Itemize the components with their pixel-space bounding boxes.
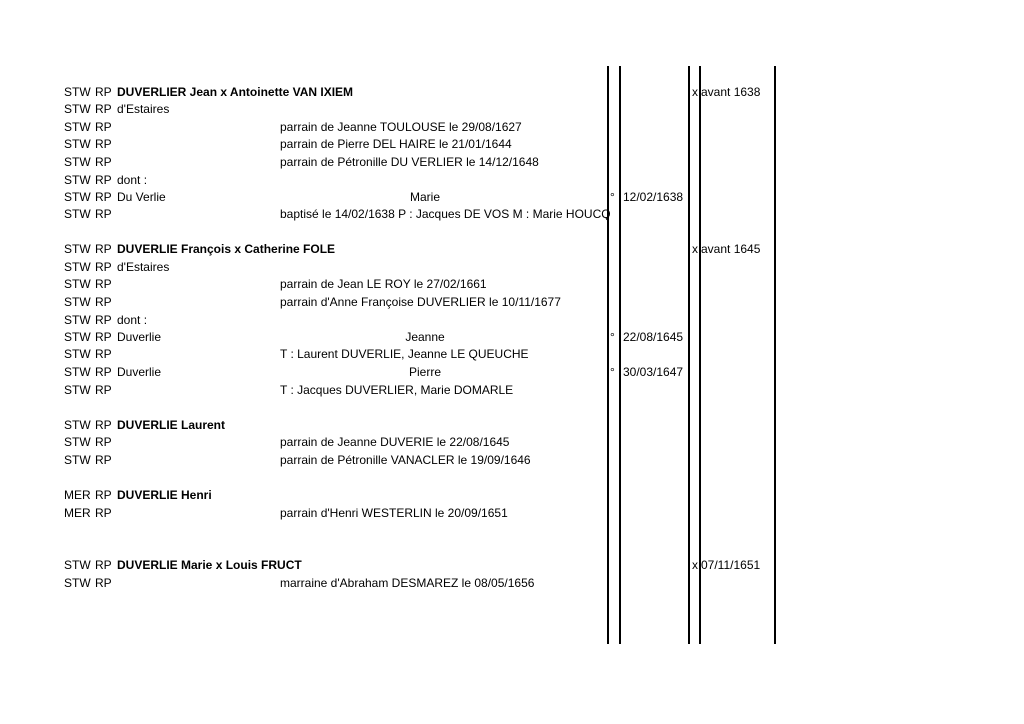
marriage-symbol: x	[692, 242, 698, 256]
record-row	[0, 364, 1024, 381]
register-code: RP	[95, 120, 112, 134]
record-name: DUVERLIE Marie x Louis FRUCT	[117, 558, 302, 572]
register-code: RP	[95, 453, 112, 467]
record-row	[0, 84, 1024, 101]
record-row	[0, 487, 1024, 504]
register-code: RP	[95, 260, 112, 274]
record-name: d'Estaires	[117, 102, 170, 116]
record-row	[0, 172, 1024, 189]
register-code: RP	[95, 488, 112, 502]
register-code: RP	[95, 418, 112, 432]
record-detail: parrain d'Henri WESTERLIN le 20/09/1651	[280, 506, 508, 520]
place-code: STW	[64, 155, 91, 169]
marriage-date: 07/11/1651	[701, 558, 761, 572]
birth-symbol: °	[610, 330, 615, 344]
place-code: STW	[64, 242, 91, 256]
register-code: RP	[95, 277, 112, 291]
record-name: dont :	[117, 173, 148, 187]
record-row	[0, 241, 1024, 258]
register-code: RP	[95, 207, 112, 221]
place-code: STW	[64, 313, 91, 327]
record-row	[0, 136, 1024, 153]
record-row	[0, 452, 1024, 469]
place-code: STW	[64, 190, 91, 204]
record-row	[0, 189, 1024, 206]
register-code: RP	[95, 330, 112, 344]
record-detail: parrain d'Anne Françoise DUVERLIER le 10/11/1677	[280, 295, 561, 309]
register-code: RP	[95, 137, 112, 151]
record-row	[0, 259, 1024, 276]
place-code: STW	[64, 558, 91, 572]
register-code: RP	[95, 347, 112, 361]
record-name: DUVERLIE François x Catherine FOLE	[117, 242, 336, 256]
given-name: Marie	[409, 190, 440, 204]
record-detail: parrain de Pétronille DU VERLIER le 14/12/1648	[280, 155, 539, 169]
place-code: MER	[64, 488, 91, 502]
register-code: RP	[95, 558, 112, 572]
record-name: d'Estaires	[117, 260, 170, 274]
place-code: STW	[64, 435, 91, 449]
record-name: DUVERLIE Laurent	[117, 418, 226, 432]
birth-date: 12/02/1638	[623, 190, 684, 204]
place-code: STW	[64, 347, 91, 361]
record-detail: parrain de Pétronille VANACLER le 19/09/1646	[280, 453, 531, 467]
record-row	[0, 276, 1024, 293]
record-row	[0, 575, 1024, 592]
register-code: RP	[95, 506, 112, 520]
birth-date: 30/03/1647	[623, 365, 684, 379]
given-name: Jeanne	[405, 330, 445, 344]
record-detail: parrain de Jeanne DUVERIE le 22/08/1645	[280, 435, 510, 449]
record-name: DUVERLIE Henri	[117, 488, 212, 502]
record-row	[0, 434, 1024, 451]
marriage-date: avant 1645	[701, 242, 761, 256]
record-name: Du Verlie	[117, 190, 166, 204]
register-code: RP	[95, 155, 112, 169]
register-code: RP	[95, 295, 112, 309]
register-code: RP	[95, 383, 112, 397]
record-detail: parrain de Pierre DEL HAIRE le 21/01/1644	[280, 137, 512, 151]
place-code: STW	[64, 383, 91, 397]
register-code: RP	[95, 173, 112, 187]
record-detail: T : Jacques DUVERLIER, Marie DOMARLE	[280, 383, 514, 397]
record-row	[0, 382, 1024, 399]
place-code: STW	[64, 365, 91, 379]
place-code: STW	[64, 260, 91, 274]
birth-symbol: °	[610, 365, 615, 379]
given-name: Pierre	[408, 365, 441, 379]
place-code: STW	[64, 102, 91, 116]
record-detail: parrain de Jean LE ROY le 27/02/1661	[280, 277, 487, 291]
place-code: MER	[64, 506, 91, 520]
register-code: RP	[95, 365, 112, 379]
record-row	[0, 329, 1024, 346]
record-row	[0, 417, 1024, 434]
record-row	[0, 505, 1024, 522]
record-detail: baptisé le 14/02/1638 P : Jacques DE VOS M : Marie HOUCQ	[280, 207, 611, 221]
record-row	[0, 557, 1024, 574]
record-name: Duverlie	[117, 365, 162, 379]
record-detail: parrain de Jeanne TOULOUSE le 29/08/1627	[280, 120, 522, 134]
register-code: RP	[95, 102, 112, 116]
record-row	[0, 119, 1024, 136]
place-code: STW	[64, 120, 91, 134]
record-row	[0, 346, 1024, 363]
place-code: STW	[64, 330, 91, 344]
record-row	[0, 294, 1024, 311]
register-code: RP	[95, 190, 112, 204]
marriage-symbol: x	[692, 558, 698, 572]
place-code: STW	[64, 576, 91, 590]
marriage-symbol: x	[692, 85, 698, 99]
record-row	[0, 312, 1024, 329]
record-row	[0, 154, 1024, 171]
register-code: RP	[95, 313, 112, 327]
record-detail: marraine d'Abraham DESMAREZ le 08/05/1656	[280, 576, 535, 590]
place-code: STW	[64, 173, 91, 187]
place-code: STW	[64, 277, 91, 291]
place-code: STW	[64, 85, 91, 99]
birth-date: 22/08/1645	[623, 330, 684, 344]
register-code: RP	[95, 85, 112, 99]
record-detail: T : Laurent DUVERLIE, Jeanne LE QUEUCHE	[280, 347, 529, 361]
place-code: STW	[64, 453, 91, 467]
birth-symbol: °	[610, 190, 615, 204]
place-code: STW	[64, 207, 91, 221]
place-code: STW	[64, 418, 91, 432]
record-row	[0, 101, 1024, 118]
register-code: RP	[95, 242, 112, 256]
record-name: DUVERLIER Jean x Antoinette VAN IXIEM	[117, 85, 354, 99]
place-code: STW	[64, 137, 91, 151]
record-row	[0, 206, 1024, 223]
record-name: Duverlie	[117, 330, 162, 344]
record-name: dont :	[117, 313, 148, 327]
register-code: RP	[95, 435, 112, 449]
register-code: RP	[95, 576, 112, 590]
place-code: STW	[64, 295, 91, 309]
marriage-date: avant 1638	[701, 85, 761, 99]
